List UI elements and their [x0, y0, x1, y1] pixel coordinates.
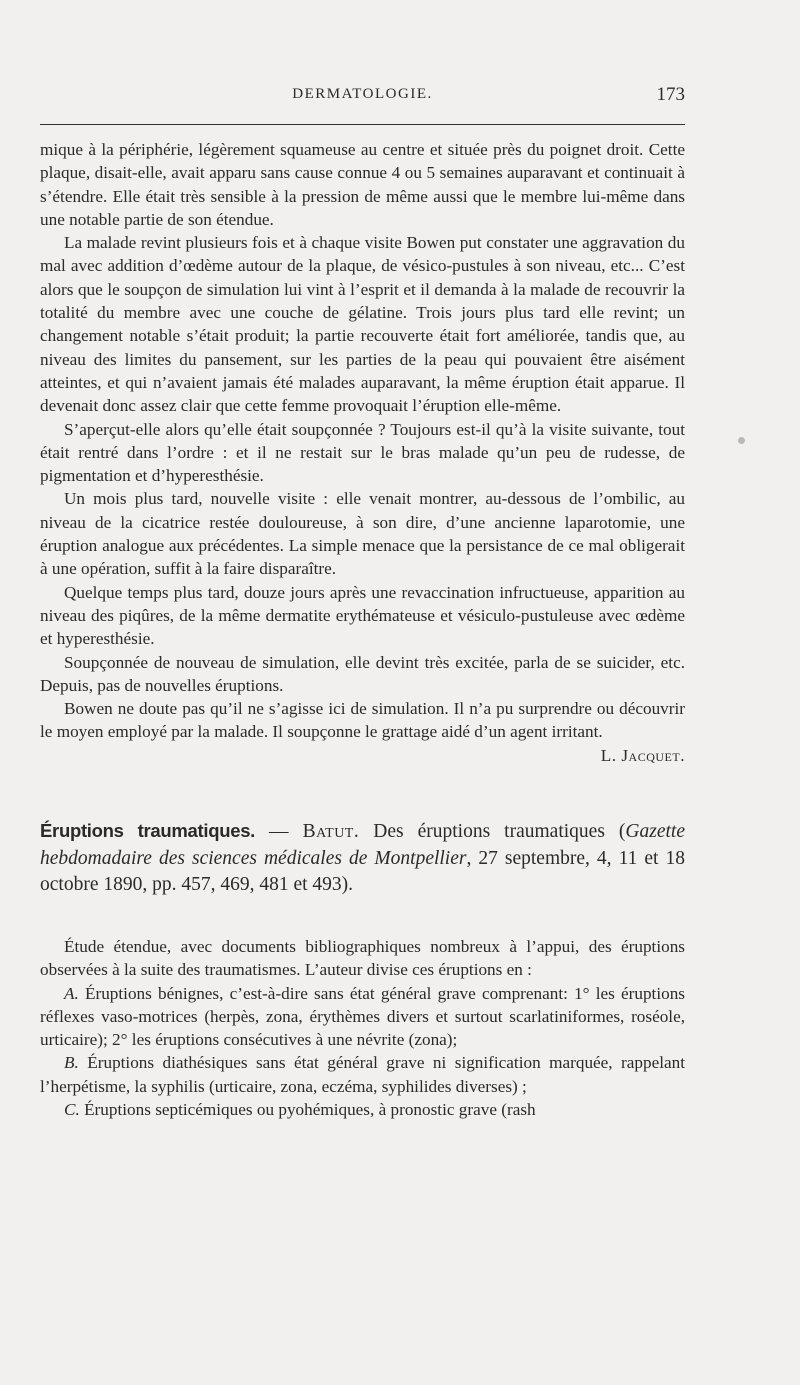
dash: —: [255, 821, 303, 842]
running-head: DERMATOLOGIE.: [292, 86, 433, 102]
list-item: [40, 1098, 685, 1121]
signature: L. Jacquet.: [600, 745, 685, 765]
header-rule: [40, 124, 685, 125]
author: Batut.: [302, 821, 360, 842]
abstract: [40, 935, 685, 1121]
list-letter: A.: [64, 983, 79, 1003]
list-text: Éruptions bénignes, c’est-à-dire sans état général grave comprenant: 1° les éruptions réflexes vaso-motrices (herpès, zona, érythèmes divers et surtout scarlatiniformes, roséole, urticaire); 2° les éruptions consécutives à une névrite (zona);: [40, 983, 685, 1050]
page-header: [40, 86, 685, 110]
list-item: [40, 982, 685, 1052]
abstract-intro: Étude étendue, avec documents bibliographiques nombreux à l’appui, des éruptions observées à la suite des traumatismes. L’auteur divise ces éruptions en :: [40, 937, 685, 980]
section-heading: [40, 818, 685, 899]
paper-speck: [738, 437, 745, 444]
paragraph: La malade revint plusieurs fois et à chaque visite Bowen put constater une aggravation du mal avec addition d’œdème autour de la plaque, de vésico-pustules à son niveau, etc... C’est alors que le soupçon de simulation lui vint à l’esprit et il demanda à la malade de recouvrir la totalité du membre avec une couche de gélatine. Trois jours plus tard elle revint; un changement notable s’était produit; la partie recouverte était fort améliorée, tandis que, au niveau des limites du pansement, sur les parties de la peau qui pouvaient être aisément atteintes, et qui n’avaient jamais été malades auparavant, la même éruption était apparue. Il devenait donc assez clair que cette femme provoquait l’éruption elle-même.: [40, 233, 685, 416]
section-title: Éruptions traumatiques.: [40, 820, 256, 841]
paragraph-text: Bowen ne doute pas qu’il ne s’agisse ici de simulation. Il n’a pu surprendre ou découvrir le moyen employé par la malade. Il soupçonne le grattage aidé d’un agent irritant.: [40, 699, 685, 742]
paragraph: S’aperçut-elle alors qu’elle était soupçonnée ? Toujours est-il qu’à la visite suivante, tout était rentré dans l’ordre : et il ne restait sur le bras malade qu’un peu de rudesse, de pigmentation et d’hyperesthésie.: [40, 419, 685, 486]
page-number: 173: [656, 84, 685, 105]
paragraph: Quelque temps plus tard, douze jours après une revaccination infructueuse, apparition au niveau des piqûres, de la même dermatite erythémateuse et vésiculo-pustuleuse avec œdème et hyperesthésie.: [40, 582, 685, 649]
list-letter: B.: [64, 1053, 79, 1073]
list-item: [40, 1051, 685, 1098]
citation: , 27 septembre, 4, 11 et 18 octobre 1890, pp. 457, 469, 481 et 493).: [40, 847, 685, 895]
paragraph: Soupçonnée de nouveau de simulation, elle devint très excitée, parla de se suicider, etc. Depuis, pas de nouvelles éruptions.: [40, 652, 685, 695]
last-paragraph: [40, 697, 685, 765]
journal-name: Gazette hebdomadaire des sciences médicales de Montpellier: [40, 821, 685, 869]
list-letter: C.: [64, 1100, 80, 1120]
case-report: [40, 138, 685, 767]
paragraph: mique à la périphérie, légèrement squameuse au centre et située près du poignet droit. Cette plaque, disait-elle, avait apparu sans cause connue 4 ou 5 semaines auparavant et continuait à s’étendre. Elle était très sensible à la pression de même aussi que le membre lui-même dans une notable partie de son étendue.: [40, 140, 685, 229]
paragraph: Un mois plus tard, nouvelle visite : elle venait montrer, au-dessous de l’ombilic, au niveau de la cicatrice restée douloureuse, à son dire, d’une ancienne laparotomie, une éruption analogue aux précédentes. La simple menace que la persistance de ce mal obligerait à une opération, suffit à la faire disparaître.: [40, 489, 685, 579]
list-text: Éruptions diathésiques sans état général grave ni signification marquée, rappelant l’herpétisme, la syphilis (urticaire, zona, eczéma, syphilides diverses) ;: [40, 1053, 685, 1096]
list-text: Éruptions septicémiques ou pyohémiques, à pronostic grave (rash: [79, 1100, 536, 1120]
article-title: Des éruptions traumatiques (: [359, 821, 626, 842]
